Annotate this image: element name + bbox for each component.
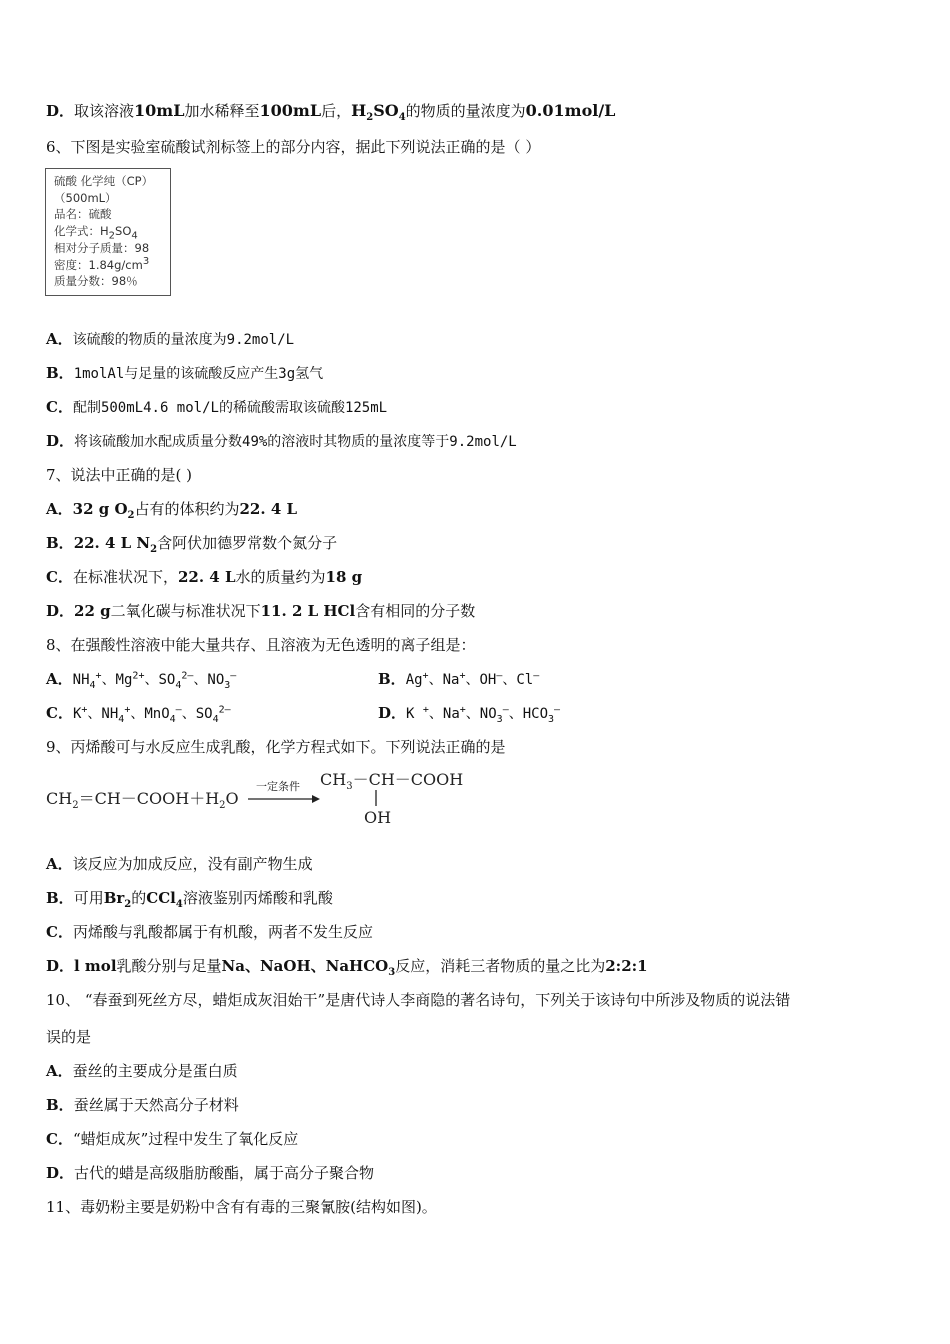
ion: 、OH	[465, 672, 497, 688]
subscript: 3	[388, 967, 396, 978]
option-letter: A．	[46, 670, 73, 688]
option-letter: D．	[46, 602, 75, 620]
q8-option-c	[46, 703, 231, 724]
q8-stem: 8、在强酸性溶液中能大量共存、且溶液为无色透明的离子组是：	[46, 636, 476, 654]
subscript: 2	[366, 112, 374, 124]
volume-value: 10mL	[134, 101, 185, 120]
option-letter: B．	[46, 364, 74, 382]
superscript: —	[230, 670, 237, 682]
option-text: 水的质量约为	[235, 568, 326, 586]
reaction-condition: 一定条件	[256, 780, 300, 793]
q6-stem: 6、下图是实验室硫酸试剂标签上的部分内容，据此下列说法正确的是（ ）	[46, 138, 541, 156]
subscript: 3	[548, 713, 555, 725]
ion: 、NO	[465, 706, 497, 722]
superscript: 2—	[218, 704, 231, 716]
ion: 、Cl	[502, 672, 534, 688]
option-letter: C．	[46, 704, 73, 722]
option-text: 可用	[73, 889, 104, 907]
subscript: 4	[118, 713, 125, 725]
option-letter: C．	[46, 1130, 73, 1148]
q6-option-c	[46, 397, 387, 418]
option-text: 二氧化碳与标准状况下	[110, 602, 261, 620]
option-text: l mol	[74, 957, 117, 975]
q5-option-d	[46, 101, 616, 124]
option-text: 1molAl与足量的该硫酸反应产生3g氢气	[73, 366, 324, 382]
reagent-label	[45, 168, 171, 296]
superscript: 3	[142, 255, 150, 267]
subscript: 4	[212, 713, 219, 725]
superscript: +	[124, 704, 131, 716]
superscript: 2+	[132, 670, 145, 682]
q8-option-d	[378, 703, 560, 724]
ion: 、Na	[428, 672, 460, 688]
option-text: 22. 4 L	[177, 568, 236, 586]
option-text: 后，	[321, 102, 352, 120]
option-letter: C．	[46, 923, 73, 941]
q9-option-b	[46, 888, 333, 908]
label-line: 相对分子质量：98	[54, 240, 150, 255]
option-letter: D．	[46, 102, 75, 120]
ion: 、MnO	[130, 706, 170, 722]
q8-option-b	[378, 669, 539, 690]
formula: Br	[103, 889, 125, 907]
label-text: 化学式：H	[54, 224, 109, 239]
option-text: 古代的蜡是高级脂肪酸酯，属于高分子聚合物	[74, 1164, 375, 1182]
option-text: 的物质的量浓度为	[405, 102, 526, 120]
formula: Na、NaOH、NaHCO	[221, 957, 389, 975]
ion: 、HCO	[508, 706, 549, 722]
ion: 、SO	[181, 706, 213, 722]
q6-option-b	[46, 363, 323, 384]
superscript: —	[496, 670, 503, 682]
label-line: 硫酸 化学纯（CP）	[54, 174, 154, 188]
option-letter: A．	[46, 330, 73, 348]
option-text: 含阿伏加德罗常数个氮分子	[157, 534, 338, 552]
option-letter: D．	[46, 432, 75, 450]
subscript: 4	[398, 112, 406, 124]
option-text: 取该溶液	[74, 102, 135, 120]
superscript: —	[175, 704, 182, 716]
arrow-head	[312, 795, 320, 803]
label-text: SO	[115, 224, 132, 239]
q11-stem: 11、毒奶粉主要是奶粉中含有有毒的三聚氰胺(结构如图)。	[46, 1198, 437, 1216]
subscript: 2	[108, 230, 116, 242]
concentration-value: 0.01mol/L	[525, 101, 616, 120]
option-letter: B．	[46, 889, 74, 907]
superscript: —	[502, 704, 509, 716]
superscript: +	[422, 704, 429, 716]
q10-option-a	[46, 1061, 238, 1081]
equation-rhs: $CH_3-CH-COOH$	[320, 770, 464, 792]
option-letter: B．	[46, 534, 74, 552]
option-letter: B．	[46, 1096, 74, 1114]
subscript: 4	[175, 899, 183, 910]
label-line: 品名：硫酸	[54, 207, 112, 222]
option-text: 的	[131, 889, 147, 907]
label-line: 质量分数：98％	[54, 274, 138, 289]
q7-option-b	[46, 533, 337, 553]
label-line	[54, 257, 162, 274]
option-letter: C．	[46, 568, 73, 586]
label-text: 密度：1.84g/cm	[54, 257, 143, 272]
q7-option-d	[46, 601, 475, 621]
formula: CCl	[146, 889, 176, 907]
option-letter: A．	[46, 855, 73, 873]
ion: 、SO	[144, 672, 176, 688]
option-text: 乳酸分别与足量	[116, 957, 222, 975]
option-text: 含有相同的分子数	[355, 602, 476, 620]
option-text: 32 g O	[72, 500, 128, 518]
q10-option-d	[46, 1163, 374, 1183]
subscript: 2	[124, 899, 132, 910]
option-letter: D．	[46, 1164, 75, 1182]
ion: Ag	[405, 672, 423, 688]
q7-option-c	[46, 567, 362, 587]
option-text: 22 g	[74, 602, 111, 620]
q10-option-b	[46, 1095, 239, 1115]
option-text: 反应，消耗三者物质的量之比为	[395, 957, 606, 975]
option-text: 该硫酸的物质的量浓度为9.2mol/L	[72, 332, 295, 348]
superscript: +	[422, 670, 429, 682]
ion: 、Na	[428, 706, 460, 722]
ion: K	[72, 706, 82, 722]
superscript: —	[554, 704, 561, 716]
subscript: 3	[224, 679, 231, 691]
formula	[351, 101, 406, 124]
option-letter: A．	[46, 1062, 73, 1080]
option-letter: D．	[378, 704, 407, 722]
option-text: 22. 4 L N	[73, 534, 151, 552]
option-text: 配制500mL4.6 mol/L的稀硫酸需取该硫酸125mL	[72, 400, 388, 416]
option-text: 加水稀释至	[184, 102, 260, 120]
superscript: +	[81, 704, 88, 716]
option-text: 溶液鉴别丙烯酸和乳酸	[182, 889, 333, 907]
q9-option-c	[46, 922, 373, 942]
chemical-equation	[46, 766, 466, 830]
option-text: 蚕丝属于天然高分子材料	[73, 1096, 239, 1114]
option-letter: A．	[46, 500, 73, 518]
label-line: （500mL）	[54, 190, 117, 205]
hydroxyl-group: OH	[364, 808, 392, 827]
subscript: 2	[150, 544, 158, 555]
subscript: 4	[169, 713, 176, 725]
superscript: 2—	[181, 670, 194, 682]
q6-option-a	[46, 329, 294, 350]
ion: 、NO	[193, 672, 225, 688]
option-letter: C．	[46, 398, 73, 416]
subscript: 4	[89, 679, 96, 691]
q8-option-a	[46, 669, 236, 690]
option-text: 蚕丝的主要成分是蛋白质	[72, 1062, 238, 1080]
option-text: 在标准状况下，	[72, 568, 178, 586]
option-text: 占有的体积约为	[134, 500, 240, 518]
superscript: +	[95, 670, 102, 682]
equation-lhs: $CH_2=CH-COOH+H_2O$	[46, 789, 239, 811]
subscript: 3	[496, 713, 503, 725]
option-text: 22. 4 L	[239, 500, 298, 518]
option-letter: D．	[46, 957, 75, 975]
ion: 、Mg	[101, 672, 133, 688]
q10-option-c	[46, 1129, 298, 1149]
formula-part: H	[351, 101, 367, 120]
option-text: 丙烯酸与乳酸都属于有机酸，两者不发生反应	[72, 923, 373, 941]
q10-stem-continued: 误的是	[46, 1028, 92, 1046]
formula-part: SO	[373, 101, 399, 120]
volume-value: 100mL	[259, 101, 322, 120]
q9-stem: 9、丙烯酸可与水反应生成乳酸，化学方程式如下。下列说法正确的是	[46, 738, 506, 756]
q6-option-d	[46, 431, 517, 452]
option-text: 11. 2 L HCl	[260, 602, 356, 620]
subscript: 4	[175, 679, 182, 691]
subscript: 4	[131, 230, 138, 242]
superscript: —	[533, 670, 540, 682]
q7-option-a	[46, 499, 297, 519]
ion: K	[406, 706, 423, 722]
ratio-value: 2:2:1	[605, 957, 648, 975]
q7-stem: 7、说法中正确的是( )	[46, 466, 193, 484]
ion: 、NH	[87, 706, 119, 722]
option-letter: B．	[378, 670, 406, 688]
superscript: +	[459, 704, 466, 716]
ion: NH	[72, 672, 90, 688]
superscript: +	[459, 670, 466, 682]
option-text: 该反应为加成反应，没有副产物生成	[72, 855, 313, 873]
subscript: 2	[127, 510, 135, 521]
option-text: 18 g	[325, 568, 363, 586]
q9-option-a	[46, 854, 313, 874]
option-text: 将该硫酸加水配成质量分数49%的溶液时其物质的量浓度等于9.2mol/L	[74, 434, 517, 450]
q10-stem: 10、 “春蚕到死丝方尽，蜡炬成灰泪始干”是唐代诗人李商隐的著名诗句，下列关于该诗句中所涉及物质的说法错	[46, 991, 791, 1009]
label-line	[54, 223, 162, 240]
option-text: “蜡炬成灰”过程中发生了氧化反应	[72, 1130, 299, 1148]
q9-option-d	[46, 956, 648, 976]
